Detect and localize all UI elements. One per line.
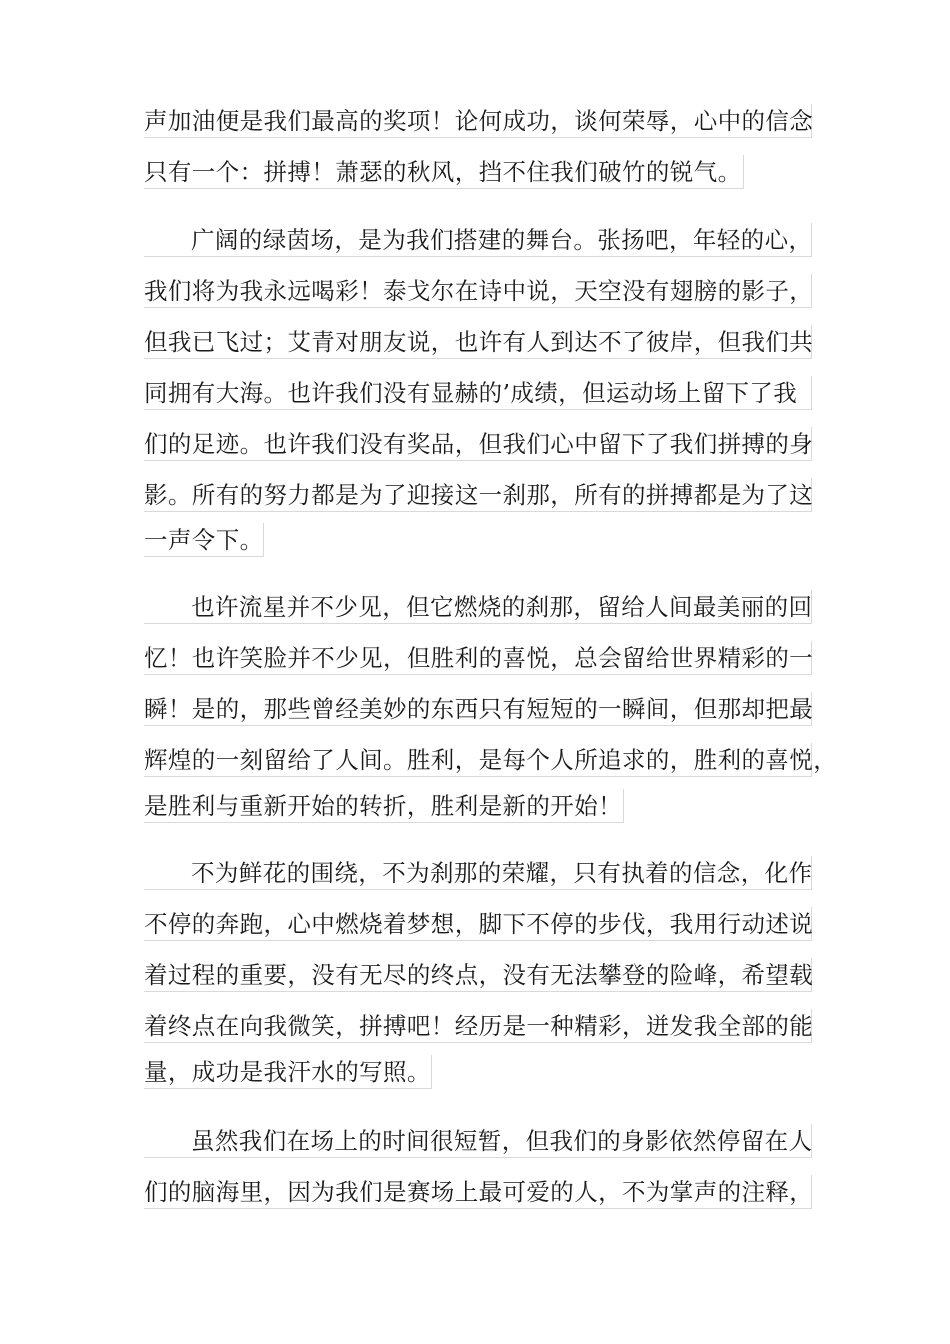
text-line: 们的脑海里，因为我们是赛场上最可爱的人，不为掌声的注释， (144, 1175, 812, 1209)
text-line: 只有一个：拼搏！萧瑟的秋风，挡不住我们破竹的锐气。 (144, 155, 744, 189)
text-line: 广阔的绿茵场，是为我们搭建的舞台。张扬吧，年轻的心， (144, 223, 812, 257)
text-line: 影。所有的努力都是为了迎接这一刹那，所有的拼搏都是为了这 (144, 478, 812, 512)
text-line: 瞬！是的，那些曾经美妙的东西只有短短的一瞬间，但那却把最 (144, 692, 812, 726)
text-line: 也许流星并不少见，但它燃烧的刹那，留给人间最美丽的回 (144, 590, 812, 624)
text-line: 声加油便是我们最高的奖项！论何成功，谈何荣辱，心中的信念 (144, 104, 812, 138)
text-line: 是胜利与重新开始的转折，胜利是新的开始！ (144, 789, 624, 823)
text-line: 我们将为我永远喝彩！泰戈尔在诗中说，天空没有翅膀的影子， (144, 274, 812, 308)
text-line: 们的足迹。也许我们没有奖品，但我们心中留下了我们拼搏的身 (144, 427, 812, 461)
text-line: 着过程的重要，没有无尽的终点，没有无法攀登的险峰，希望载 (144, 958, 812, 992)
text-line: 忆！也许笑脸并不少见，但胜利的喜悦，总会留给世界精彩的一 (144, 641, 812, 675)
text-line: 辉煌的一刻留给了人间。胜利，是每个人所追求的，胜利的喜悦， (144, 743, 812, 777)
text-line: 同拥有大海。也许我们没有显赫的’成绩，但运动场上留下了我 (144, 376, 812, 410)
text-line: 虽然我们在场上的时间很短暂，但我们的身影依然停留在人 (144, 1124, 812, 1158)
text-line: 一声令下。 (144, 523, 264, 557)
text-line: 不为鲜花的围绕，不为刹那的荣耀，只有执着的信念，化作 (144, 856, 812, 890)
text-line: 不停的奔跑，心中燃烧着梦想，脚下不停的步伐，我用行动述说 (144, 907, 812, 941)
text-line: 着终点在向我微笑，拼搏吧！经历是一种精彩，迸发我全部的能 (144, 1009, 812, 1043)
text-line: 但我已飞过；艾青对朋友说，也许有人到达不了彼岸，但我们共 (144, 325, 812, 359)
text-line: 量，成功是我汗水的写照。 (144, 1055, 432, 1089)
